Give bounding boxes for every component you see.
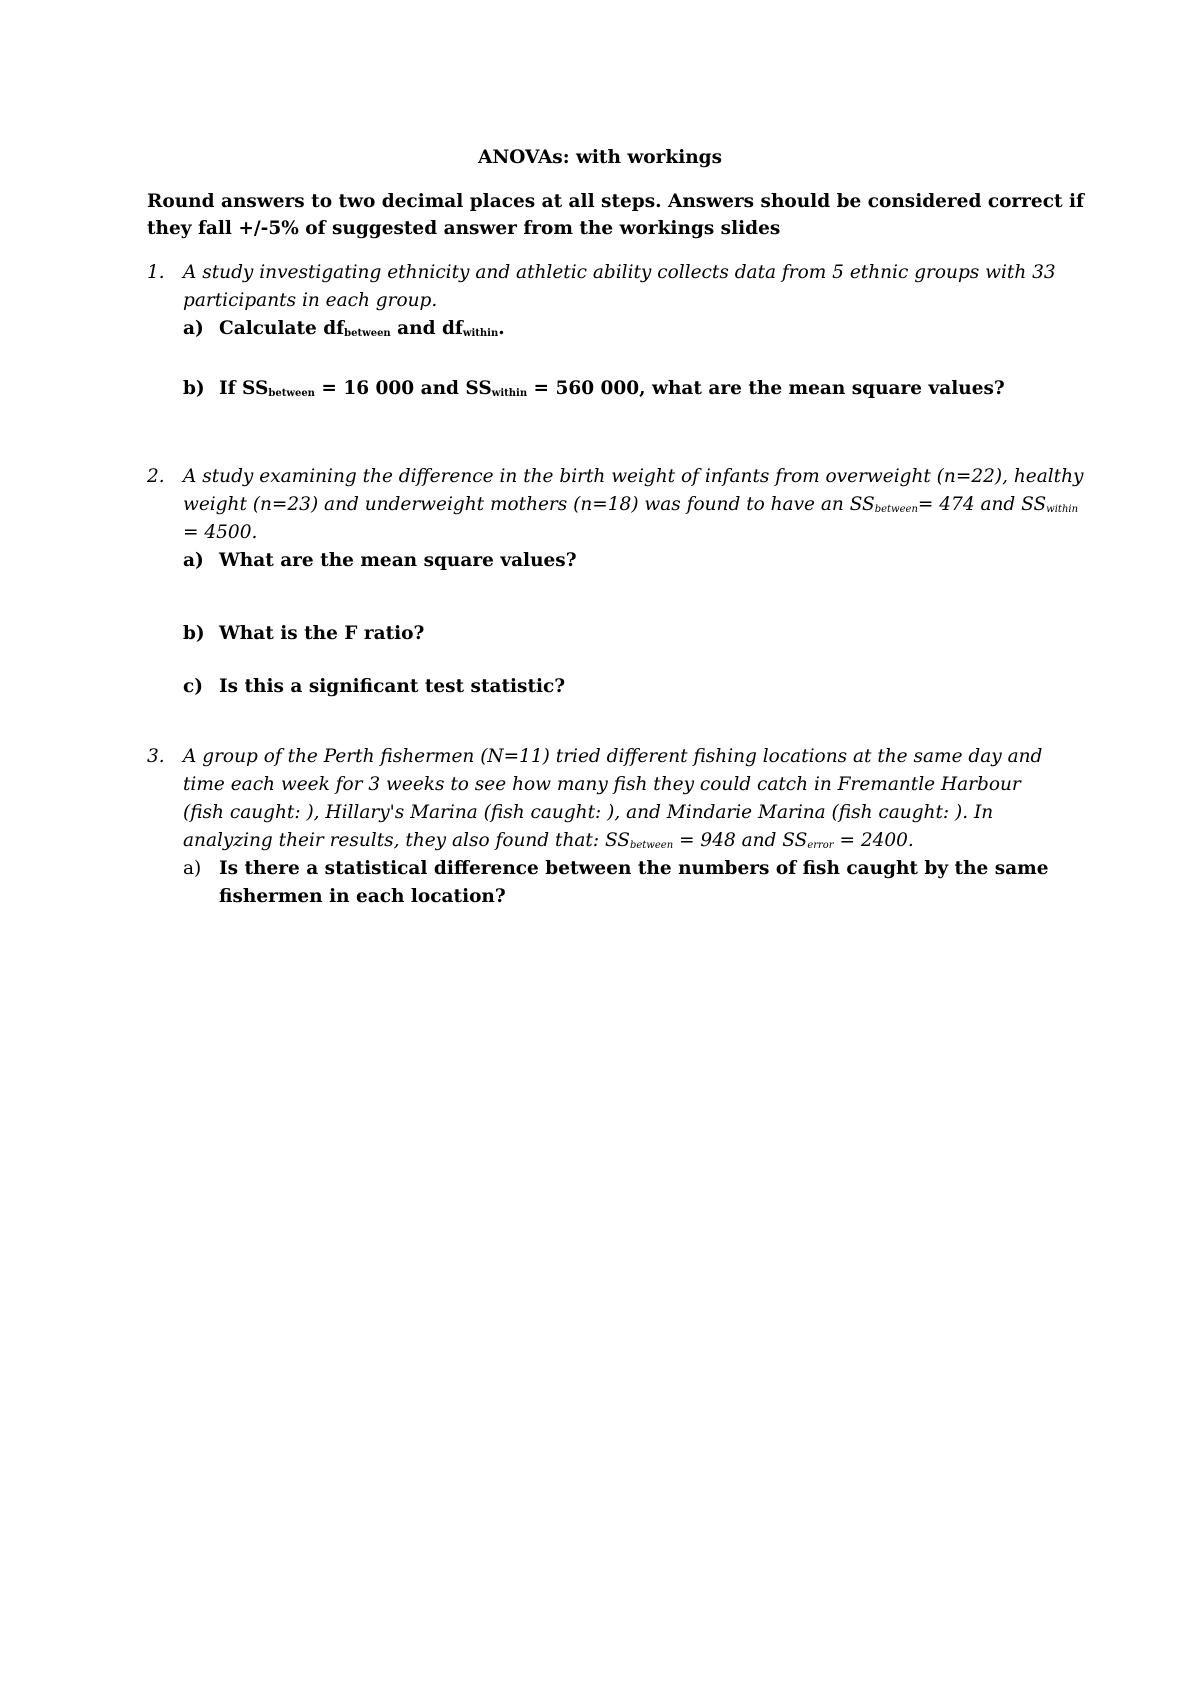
- question-2c-text: Is this a significant test statistic?: [219, 676, 566, 697]
- question-2b-text: What is the F ratio?: [219, 623, 425, 644]
- question-1b-text: If $SS_{between} = 16$ 000 and $SS_{within} = 560$ 000, what are the mean square values?: [219, 378, 1005, 399]
- instructions-line-1: Round answers to two decimal places at all steps. Answers should be considered correct if: [147, 191, 1084, 212]
- page-title: ANOVAs: with workings: [477, 147, 723, 168]
- question-1a-text: Calculate $df_{between}$ and $df_{within}$.: [219, 318, 505, 339]
- question-3-line-4: analyzing their results, they also found that: $SS_{between} = 948$ and $SS_{error} = 2400$.: [183, 830, 914, 851]
- question-1-line-2: participants in each group.: [183, 290, 438, 311]
- question-2-line-2: weight (n=23) and underweight mothers (n=18) was found to have an $SS_{between}= 474$ and $SS_{within}$: [183, 494, 1079, 515]
- question-3a-line-2: fishermen in each location?: [219, 886, 506, 907]
- question-2-number: 2.: [147, 466, 165, 487]
- question-2c-label: c): [183, 676, 204, 697]
- question-3a-label: a): [183, 858, 202, 879]
- question-1-line-1: A study investigating ethnicity and athletic ability collects data from 5 ethnic groups with 33: [183, 262, 1056, 283]
- question-3-line-2: time each week for 3 weeks to see how many fish they could catch in Fremantle Harbour: [183, 774, 1021, 795]
- question-2b-label: b): [183, 623, 205, 644]
- question-3-number: 3.: [147, 746, 165, 767]
- question-2-line-1: A study examining the difference in the birth weight of infants from overweight (n=22), healthy: [183, 466, 1084, 487]
- question-1a-label: a): [183, 318, 204, 339]
- question-3-line-1: A group of the Perth fishermen (N=11) tried different fishing locations at the same day and: [183, 746, 1043, 767]
- question-1b-label: b): [183, 378, 205, 399]
- instructions-line-2: they fall +/-5% of suggested answer from the workings slides: [147, 218, 781, 239]
- question-1-number: 1.: [147, 262, 165, 283]
- question-3a-line-1: Is there a statistical difference between the numbers of fish caught by the same: [219, 858, 1049, 879]
- question-2a-text: What are the mean square values?: [219, 550, 577, 571]
- question-2a-label: a): [183, 550, 204, 571]
- question-2-line-3: = 4500.: [183, 522, 258, 543]
- question-3-line-3: (fish caught: ), Hillary's Marina (fish caught: ), and Mindarie Marina (fish caught: ). In: [183, 802, 994, 823]
